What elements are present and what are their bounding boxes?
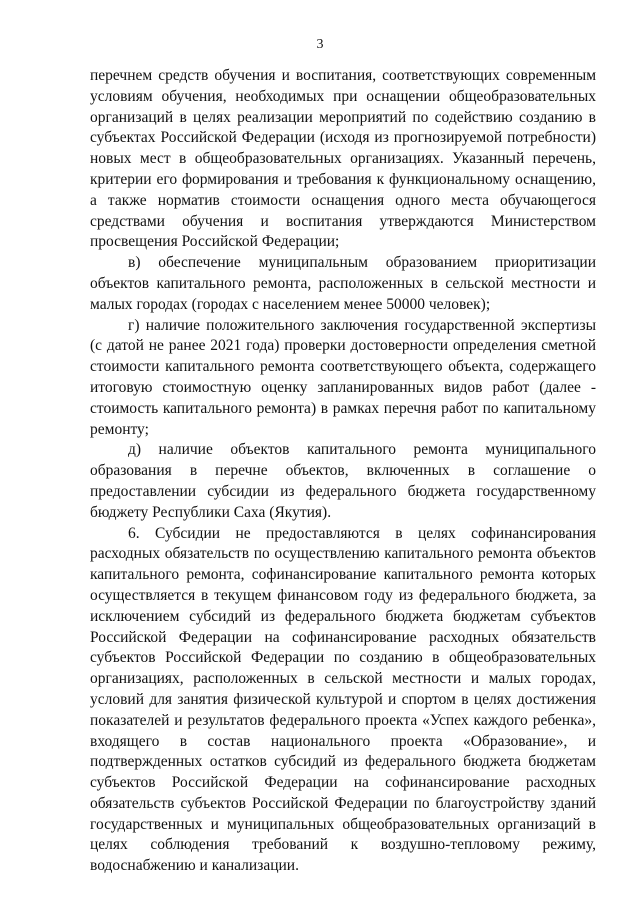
document-body [90,66,596,877]
paragraph-item-v: в) обеспечение муниципальным образованием приоритизации объектов капитального ремонта, расположенных в сельской местности и малых городах (городах с населением менее 50000 человек); [90,254,596,313]
paragraph-section-6: 6. Субсидии не предоставляются в целях софинансирования расходных обязательств по осуществлению капитального ремонта объектов капитального ремонта, софинансирование капитального ремонта которых осуществляется в текущем финансовом году из федерального бюджета, за исключением субсидий из федерального бюджета бюджетам субъектов Российской Федерации на софинансирование расходных обязательств субъектов Российской Федерации по созданию в общеобразовательных организациях, расположенных в сельской местности и малых городах, условий для занятия физической культурой и спортом в целях достижения показателей и результатов федерального проекта «Успех каждого ребенка», входящего в состав национального проекта «Образование», и подтвержденных остатков субсидий из федерального бюджета бюджетам субъектов Российской Федерации на софинансирование расходных обязательств субъектов Российской Федерации по благоустройству зданий государственных и муниципальных общеобразовательных организаций в целях соблюдения требований к воздушно-тепловому режиму, водоснабжению и канализации. [90,524,596,875]
paragraph-item-g: г) наличие положительного заключения государственной экспертизы (с датой не ранее 2021 года) проверки достоверности определения сметной стоимости капитального ремонта соответствующего объекта, содержащего итоговую стоимостную оценку запланированных видов работ (далее - стоимость капитального ремонта) в рамках перечня работ по капитальному ремонту; [90,316,596,438]
paragraph-continuation: перечнем средств обучения и воспитания, соответствующих современным условиям обучения, необходимых при оснащении общеобразовательных организаций в целях реализации мероприятий по содействию созданию в субъектах Российской Федерации (исходя из прогнозируемой потребности) новых мест в общеобразовательных организациях. Указанный перечень, критерии его формирования и требования к функциональному оснащению, а также норматив стоимости оснащения одного места обучающегося средствами обучения и воспитания утверждаются Министерством просвещения Российской Федерации; [90,67,596,251]
paragraph-item-d: д) наличие объектов капитального ремонта муниципального образования в перечне объектов, включенных в соглашение о предоставлении субсидии из федерального бюджета государственному бюджету Республики Саха (Якутия). [90,441,596,521]
page-number: 3 [316,37,324,52]
